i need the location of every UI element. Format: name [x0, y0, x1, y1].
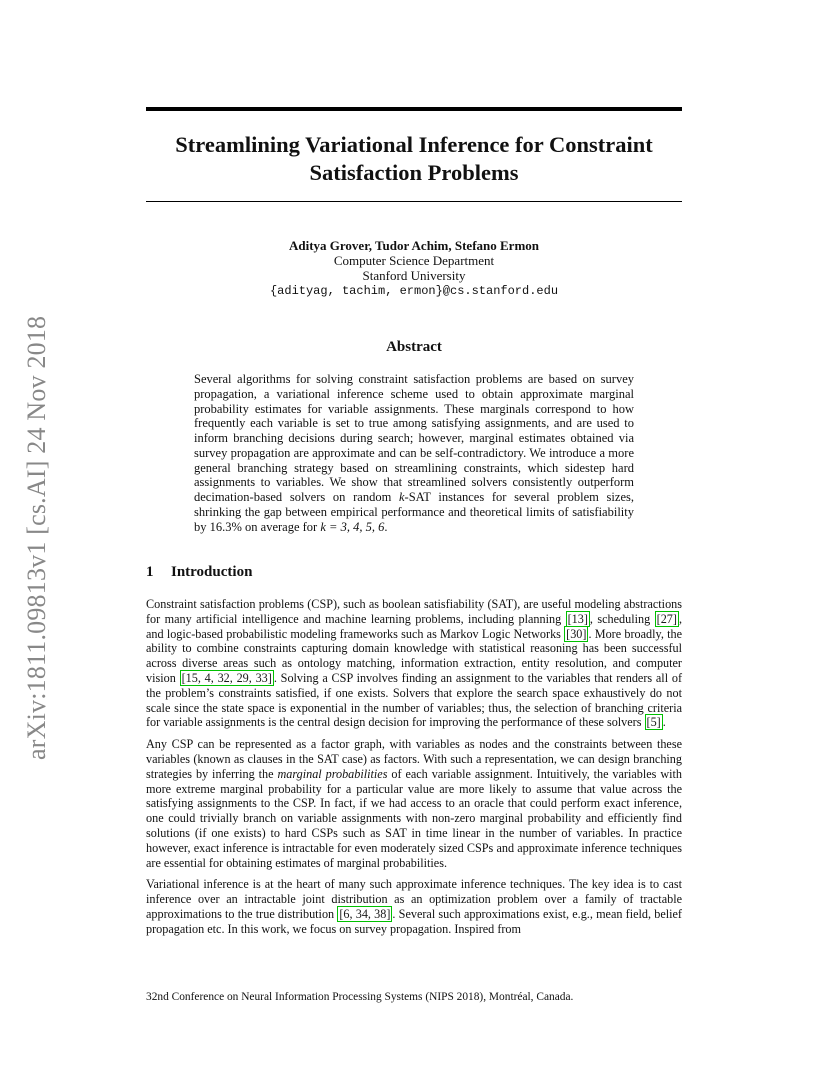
- abstract-part-3: .: [384, 519, 388, 534]
- citation-link[interactable]: [5]: [646, 715, 661, 730]
- introduction-body: [146, 597, 682, 944]
- text-run: Any CSP can be represented as a factor graph, with variables as nodes and the constraints between these variables (known as clauses in the SAT case) as factors. With such a representation, we can design branching strategies by inferring the: [146, 737, 682, 781]
- text-run: . Several such approximations exist, e.g., mean field, belief propagation etc. In this work, we focus on survey propagation. Inspired from: [146, 906, 682, 936]
- citation-link[interactable]: [6, 34, 38]: [339, 906, 391, 921]
- arxiv-identifier: arXiv:1811.09813v1 [cs.AI] 24 Nov 2018: [22, 315, 51, 760]
- author-names: Aditya Grover, Tudor Achim, Stefano Ermon: [288, 238, 540, 253]
- citation-link[interactable]: [13]: [567, 611, 588, 626]
- citation-link[interactable]: [15, 4, 32, 29, 33]: [181, 670, 272, 685]
- conference-footnote: 32nd Conference on Neural Information Processing Systems (NIPS 2018), Montréal, Canada.: [146, 991, 574, 1003]
- text-run: Constraint satisfaction problems (CSP), such as boolean satisfiability (SAT), are useful modeling abstractions for many artificial intelligence and machine learning problems, including planning: [146, 597, 682, 626]
- paragraph-3: [146, 877, 682, 936]
- text-run: , and logic-based probabilistic modeling frameworks such as Markov Logic Networks: [146, 611, 682, 641]
- emphasis-text: marginal probabilities: [277, 766, 388, 781]
- citation-link[interactable]: [30]: [566, 626, 587, 641]
- paper-title: Streamlining Variational Inference for Constraint Satisfaction Problems: [175, 132, 653, 185]
- text-run: .: [662, 715, 666, 730]
- arxiv-side-stamp: [22, 290, 52, 760]
- section-number: 1: [146, 564, 154, 580]
- section-title: Introduction: [171, 564, 253, 580]
- abstract-k-values: k = 3, 4, 5, 6: [320, 519, 385, 534]
- text-run: of each variable assignment. Intuitively, the variables with more extreme marginal probability for a particular value are more likely to assume that value across the satisfying assignments to the CSP. In fact, if we had access to an oracle that could perform exact inference, one could trivially branch on variable assignments with non-zero marginal probability and efficiently find solutions (if one exists) to hard CSPs such as SAT in time linear in the number of variables. In practice however, exact inference is intractable for even moderately sized CSPs and approximate inference techniques are essential for obtaining estimates of marginal probabilities.: [146, 766, 682, 870]
- abstract-heading: Abstract: [386, 339, 442, 355]
- citation-link[interactable]: [27]: [656, 611, 677, 626]
- author-email[interactable]: {adityag, tachim, ermon}@cs.stanford.edu: [269, 283, 559, 298]
- abstract-text: [194, 372, 634, 534]
- title-top-rule: [146, 107, 682, 111]
- author-block: [146, 238, 682, 299]
- section-heading-introduction: [146, 563, 252, 581]
- paragraph-1: [146, 597, 682, 730]
- abstract-part-2: -SAT instances for several problem sizes, shrinking the gap between empirical performance and theoretical limits of satisfiability by 16.3% on average for: [194, 490, 634, 534]
- text-run: Variational inference is at the heart of many such approximate inference techniques. The key idea is to cast inference over an intractable joint distribution as an optimization problem over a family of tractable approximations to the true distribution: [146, 877, 682, 921]
- abstract-k-symbol: k: [398, 490, 405, 504]
- paragraph-2: [146, 737, 682, 870]
- abstract-part-1: Several algorithms for solving constraint satisfaction problems are based on survey propagation, a variational inference scheme used to obtain approximate marginal probability estimates for variable assignments. These marginals correspond to how frequently each variable is set to true among satisfying assignments, and are used to inform branching decisions during search; however, marginal estimates obtained via survey propagation are approximate and can be self-contradictory. We introduce a more general branching strategy based on streamlining constraints, which sidestep hard assignments to variables. We show that streamlined solvers consistently outperform decimation-based solvers on random: [194, 372, 634, 504]
- text-run: , scheduling: [589, 611, 655, 626]
- title-bottom-rule: [146, 201, 682, 202]
- text-run: . Solving a CSP involves finding an assignment to the variables that renders all of the problem’s constraints satisfied, if one exists. Solvers that explore the search space exhaustively do not scale since the state space is exponential in the number of variables; thus, the selection of branching criteria for variable assignments is the central design decision for improving the performance of these solvers: [146, 670, 683, 730]
- author-university: Stanford University: [362, 268, 466, 284]
- text-run: . More broadly, the ability to combine constraints capturing domain knowledge with statistical reasoning has been successful across diverse areas such as ontology matching, information extraction, entity resolution, and computer vision: [146, 626, 682, 685]
- author-department: Computer Science Department: [333, 253, 495, 269]
